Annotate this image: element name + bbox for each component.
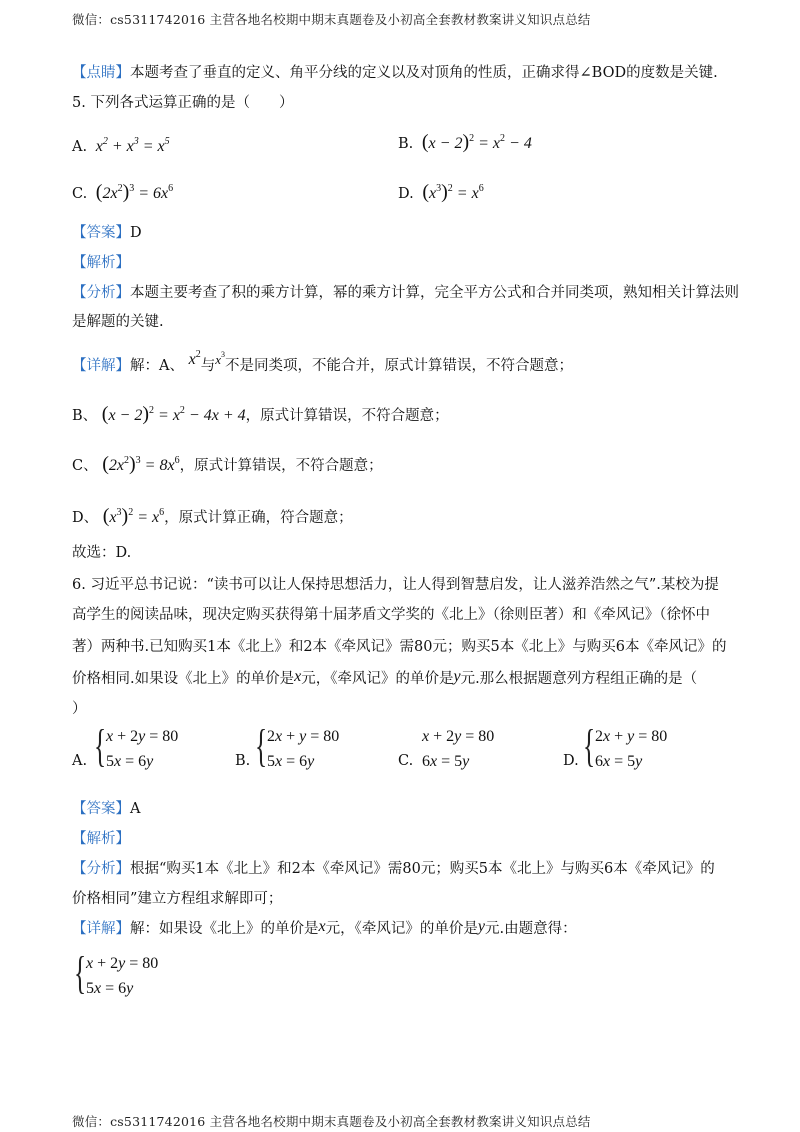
q5-detail-d-formula: $(x^3)^2 = x^6$ bbox=[102, 505, 165, 527]
q6-option-a-label: A. bbox=[72, 753, 88, 769]
q5-detail-a-prefix: 解：A、 bbox=[130, 358, 184, 374]
q5-option-d bbox=[398, 180, 484, 203]
q6-option-c-label: C. bbox=[398, 753, 414, 769]
q5-answer-value: D bbox=[130, 225, 142, 241]
q6-stem-line2: 高学生的阅读品味，现决定购买获得第十届茅盾文学奖的《北上》（徐则臣著）和《牵风记》（徐怀中 bbox=[72, 607, 710, 623]
q5-option-a-label: A. bbox=[72, 139, 88, 155]
q6-option-d-eq2: 6x = 5y bbox=[595, 753, 643, 770]
q5-option-d-formula: $(x^3)^2 = x^6$ bbox=[422, 181, 484, 203]
page-header: 微信：cs5311742016 主营各地名校期中期末真题卷及小初高全套教材教案讲义知识点总结 bbox=[72, 12, 591, 27]
q6-solution-system bbox=[74, 947, 194, 1003]
q5-option-c-label: C. bbox=[72, 186, 88, 202]
q6-option-d-label: D. bbox=[563, 753, 579, 769]
q6-answer-line bbox=[72, 800, 140, 818]
q5-fenxi-tag: 【分析】 bbox=[72, 285, 130, 301]
q5-detail-tag: 【详解】 bbox=[72, 358, 130, 374]
q6-detail-tag: 【详解】 bbox=[72, 921, 130, 937]
q6-detail-c: 元.由题意得： bbox=[484, 921, 577, 937]
q6-detail-a: 解：如果设《北上》的单价是 bbox=[130, 921, 319, 937]
q6-stem-line5: ） bbox=[72, 701, 87, 717]
q5-stem: 5. 下列各式运算正确的是（ ） bbox=[72, 95, 294, 111]
q5-detail-c-prefix: C、 bbox=[72, 458, 98, 474]
q6-solution-brace: { bbox=[74, 947, 87, 998]
q6-solution-eq1: x + 2y = 80 bbox=[86, 955, 159, 972]
q5-detail-a-term1: $x^2$ bbox=[188, 349, 201, 368]
dianjing-line bbox=[72, 64, 718, 82]
q6-option-d-eq1: 2x + y = 80 bbox=[595, 728, 668, 745]
q6-option-b-eq1: 2x + y = 80 bbox=[267, 728, 340, 745]
q6-option-a-system bbox=[94, 720, 214, 776]
q5-fenxi-text1: 本题主要考查了积的乘方计算，幂的乘方计算，完全平方公式和合并同类项，熟知相关计算法则 bbox=[130, 285, 739, 301]
q5-detail-d-suffix: ，原式计算正确，符合题意； bbox=[164, 510, 353, 526]
q5-fenxi-line2: 是解题的关键. bbox=[72, 314, 164, 330]
q6-stem-line4 bbox=[72, 670, 697, 688]
q5-detail-c-formula: $(2x^2)^3 = 8x^6$ bbox=[102, 453, 180, 475]
q6-answer-tag: 【答案】 bbox=[72, 801, 130, 817]
q6-option-a-brace: { bbox=[94, 720, 107, 771]
q6-fenxi-line2: 价格相同”建立方程组求解即可； bbox=[72, 891, 283, 907]
q5-detail-a-mid: 与 bbox=[200, 358, 216, 374]
q6-option-c-system bbox=[410, 728, 530, 776]
q5-detail-b-formula: $(x - 2)^2 = x^2 - 4x + 4$ bbox=[101, 403, 246, 425]
q5-option-b-formula: $(x - 2)^2 = x^2 - 4$ bbox=[421, 131, 532, 153]
q5-option-d-label: D. bbox=[398, 186, 414, 202]
q6-option-b-brace: { bbox=[255, 720, 268, 771]
q6-stem-line4-c: 元.那么根据题意列方程组正确的是（ bbox=[460, 671, 698, 687]
q6-fenxi-tag: 【分析】 bbox=[72, 861, 130, 877]
q5-detail-b bbox=[72, 402, 449, 425]
q5-detail-d-prefix: D、 bbox=[72, 510, 99, 526]
q6-detail-var-y: y bbox=[477, 918, 485, 935]
q6-var-y: y bbox=[453, 668, 461, 685]
q6-option-d-system bbox=[583, 720, 703, 776]
dianjing-text: 本题考查了垂直的定义、角平分线的定义以及对顶角的性质，正确求得∠BOD的度数是关键. bbox=[130, 65, 718, 81]
q6-stem-line1: 6. 习近平总书记说：“读书可以让人保持思想活力，让人得到智慧启发，让人滋养浩然之气”.某校为提 bbox=[72, 577, 719, 593]
q5-detail-d bbox=[72, 504, 353, 527]
dianjing-tag: 【点睛】 bbox=[72, 65, 130, 81]
q5-option-c-formula: $(2x^2)^3 = 6x^6$ bbox=[95, 181, 174, 203]
q5-detail-b-prefix: B、 bbox=[72, 408, 98, 424]
q5-fenxi-line1 bbox=[72, 284, 739, 302]
q5-option-b-label: B. bbox=[398, 136, 414, 152]
q6-solution-eq2: 5x = 6y bbox=[86, 980, 134, 997]
q6-stem-line3: 著）两种书.已知购买1本《北上》和2本《牵风记》需80元；购买5本《北上》与购买6本《牵风记》的 bbox=[72, 639, 727, 655]
q6-option-d-brace: { bbox=[583, 720, 596, 771]
q5-answer-line bbox=[72, 224, 142, 242]
q6-option-b-label: B. bbox=[235, 753, 251, 769]
q5-detail-b-suffix: ，原式计算错误，不符合题意； bbox=[245, 408, 449, 424]
q5-answer-tag: 【答案】 bbox=[72, 225, 130, 241]
q6-fenxi-line1 bbox=[72, 860, 715, 878]
q6-option-c-eq1: x + 2y = 80 bbox=[422, 728, 495, 745]
q6-fenxi-text1: 根据“购买1本《北上》和2本《牵风记》需80元；购买5本《北上》与购买6本《牵风记》的 bbox=[130, 861, 715, 877]
q5-option-a bbox=[72, 133, 170, 156]
q5-detail-a-suffix: 不是同类项，不能合并，原式计算错误，不符合题意； bbox=[224, 358, 573, 374]
q6-option-a-eq2: 5x = 6y bbox=[106, 753, 154, 770]
q6-stem-line4-a: 价格相同.如果设《北上》的单价是 bbox=[72, 671, 295, 687]
q5-option-b bbox=[398, 130, 532, 153]
q6-answer-value: A bbox=[130, 801, 141, 817]
q6-stem-line4-b: 元，《牵风记》的单价是 bbox=[301, 671, 454, 687]
q5-conclusion: 故选：D. bbox=[72, 545, 132, 561]
q6-detail-line bbox=[72, 920, 577, 938]
q6-option-a-eq1: x + 2y = 80 bbox=[106, 728, 179, 745]
q5-option-a-formula: $x^2 + x^3 = x^5$ bbox=[91, 136, 170, 155]
q6-detail-var-x: x bbox=[318, 918, 326, 935]
q5-detail-c bbox=[72, 452, 383, 475]
q5-jiexi-tag: 【解析】 bbox=[72, 255, 130, 271]
q5-detail-a bbox=[72, 349, 573, 375]
q6-var-x: x bbox=[294, 668, 302, 685]
q5-detail-c-suffix: ，原式计算错误，不符合题意； bbox=[179, 458, 383, 474]
q6-detail-b: 元，《牵风记》的单价是 bbox=[325, 921, 478, 937]
q6-jiexi-tag: 【解析】 bbox=[72, 831, 130, 847]
q6-option-b-system bbox=[255, 720, 375, 776]
q5-option-c bbox=[72, 180, 173, 203]
page-footer: 微信：cs5311742016 主营各地名校期中期末真题卷及小初高全套教材教案讲义知识点总结 bbox=[72, 1114, 591, 1129]
q5-detail-a-term2: $x^3$ bbox=[215, 350, 225, 367]
q6-option-c-eq2: 6x = 5y bbox=[422, 753, 470, 770]
q6-option-b-eq2: 5x = 6y bbox=[267, 753, 315, 770]
